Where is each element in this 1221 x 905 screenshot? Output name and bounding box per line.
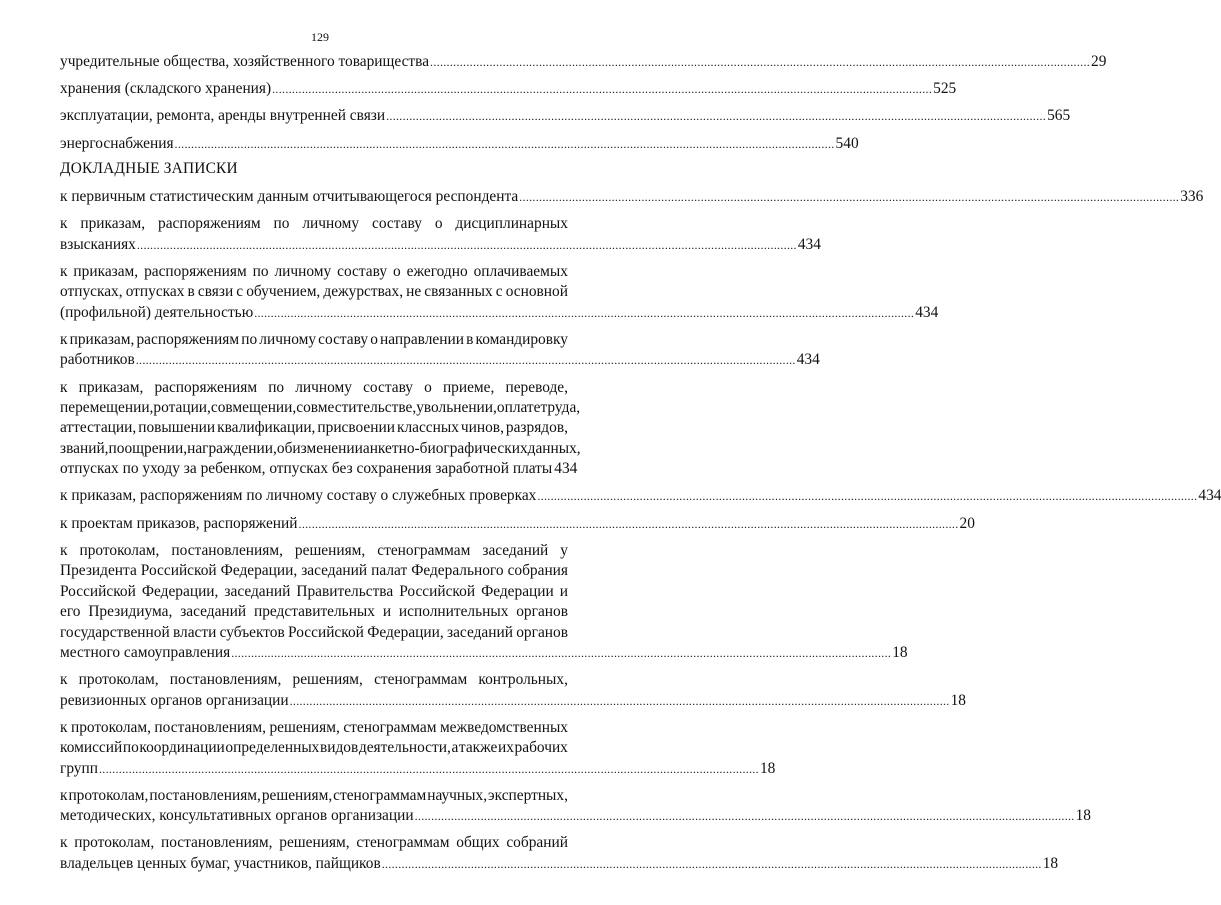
entry-text: к приказам, распоряжениям по личному составу о служебных проверках — [60, 487, 537, 505]
entry-word: стенограммам — [343, 718, 437, 736]
entry-word: личному — [274, 263, 332, 281]
entry-text: владельцев ценных бумаг, участников, пайщиков — [60, 854, 381, 872]
index-entry — [60, 79, 957, 99]
entry-word: анкетно-биографических — [362, 439, 528, 457]
index-entry — [60, 262, 939, 323]
entry-word: распоряжениям — [136, 331, 240, 349]
entry-line — [60, 718, 568, 738]
index-entry — [60, 214, 821, 255]
index-entry — [60, 330, 820, 371]
dot-leader: ........................................................................................................................................................................................................ — [136, 237, 797, 252]
entry-word: протоколам, — [70, 718, 151, 736]
entry-word: распоряжениям — [158, 215, 261, 233]
entry-word: составу — [371, 215, 422, 233]
entry-line — [60, 398, 581, 418]
entry-text: к первичным статистическим данным отчитывающегося респондента — [60, 188, 519, 206]
entry-word: заседаний — [447, 623, 513, 641]
entry-line — [60, 602, 568, 622]
entry-word: Президиума, — [88, 603, 173, 621]
entry-word: по — [273, 215, 290, 233]
page-reference: 18 — [1042, 854, 1059, 872]
entry-word: направлении — [380, 331, 464, 349]
entry-word: к — [60, 834, 68, 852]
index-entry — [60, 52, 1107, 72]
entry-word: составу — [363, 378, 414, 396]
entry-word: классных — [396, 419, 459, 437]
entry-word: личному — [295, 378, 352, 396]
entry-word: постановлениям, — [160, 834, 273, 852]
entry-word: стенограммам — [333, 786, 427, 804]
entry-line — [60, 623, 568, 643]
page-reference: 18 — [1075, 807, 1091, 825]
entry-word: личному — [302, 215, 360, 233]
index-entry — [60, 486, 1221, 506]
entry-word: приказам, — [78, 378, 144, 396]
dot-leader: ........................................................................................................................................................................................................ — [289, 693, 950, 708]
dot-leader: ........................................................................................................................................................................................................ — [254, 305, 915, 320]
page-reference: 18 — [892, 643, 908, 661]
entry-word: решениям, — [294, 541, 366, 559]
entry-word: командировку — [475, 331, 568, 349]
entry-text: к проектам приказов, распоряжений — [60, 514, 298, 532]
entry-word: к — [60, 541, 68, 559]
entry-word: протоколам, — [79, 541, 160, 559]
index-entry — [60, 670, 966, 711]
dot-leader: ........................................................................................................................................................................................................ — [298, 516, 959, 531]
entry-text: эксплуатации, ремонта, аренды внутренней связи — [60, 107, 386, 125]
entry-word: Федерации, — [367, 623, 444, 641]
index-entry — [60, 378, 581, 480]
entry-word: дисциплинарных — [455, 215, 568, 233]
entry-word: заседаний — [224, 582, 291, 600]
entry-last-line — [60, 514, 975, 534]
entry-word: основной — [505, 283, 568, 301]
entry-word: составу — [318, 331, 369, 349]
entry-word: Федерации — [481, 582, 554, 600]
entry-word: о — [393, 263, 401, 281]
entry-word: квалификации, — [217, 419, 316, 437]
entry-word: собрания — [507, 562, 568, 580]
entry-word: стенограммам — [377, 541, 471, 559]
entry-word: постановлениям, — [149, 786, 261, 804]
entry-word: субъектов — [219, 623, 285, 641]
entry-word: связи — [197, 283, 234, 301]
entry-word: званий, — [60, 439, 109, 457]
entry-word: палат — [371, 562, 408, 580]
entry-word: контрольных, — [478, 671, 568, 689]
page-reference: 525 — [933, 80, 957, 98]
entry-word: его — [60, 603, 81, 621]
page-reference: 18 — [759, 759, 776, 777]
entry-word: деятельности, — [358, 739, 451, 757]
entry-line — [60, 786, 568, 806]
entry-last-line — [60, 459, 578, 479]
entry-word: приказам, — [69, 331, 135, 349]
entry-word: аттестации, — [60, 419, 137, 437]
entry-word: награждении, — [187, 439, 277, 457]
entry-last-line — [60, 691, 966, 711]
entry-word: также — [458, 739, 498, 757]
dot-leader: ........................................................................................................................................................................................................ — [98, 761, 759, 776]
entry-last-line — [60, 235, 821, 255]
page-reference: 434 — [796, 351, 820, 369]
entry-word: труда, — [540, 399, 581, 417]
entry-line — [60, 282, 568, 302]
entry-word: решениям, — [261, 786, 333, 804]
entry-line — [60, 330, 568, 350]
entry-word: заседаний — [482, 541, 549, 559]
entry-word: распоряжениям — [144, 263, 247, 281]
entry-word: экспертных, — [488, 786, 568, 804]
entry-text: местного самоуправления — [60, 643, 231, 661]
index-entry — [60, 718, 776, 779]
entry-word: повышении — [138, 419, 216, 437]
dot-leader: ........................................................................................................................................................................................................ — [272, 82, 933, 97]
entry-last-line — [60, 106, 1071, 126]
page-reference: 434 — [915, 303, 939, 321]
index-entry — [60, 134, 859, 154]
entry-word: заседаний — [180, 603, 247, 621]
entry-word: Президента — [60, 562, 137, 580]
entry-word: к — [60, 378, 68, 396]
index-entry — [60, 541, 908, 663]
entry-word: ежегодно — [406, 263, 468, 281]
dot-leader: ........................................................................................................................................................................................................ — [381, 856, 1042, 871]
page-reference: 434 — [1198, 487, 1221, 505]
entry-word: данных, — [527, 439, 581, 457]
entry-word: заседаний — [301, 562, 368, 580]
page-reference: 434 — [554, 460, 578, 478]
entry-text: учредительные общества, хозяйственного товарищества — [60, 53, 430, 70]
index-entry — [60, 833, 1059, 874]
entry-word: приказам, — [73, 263, 139, 281]
entry-word: определенных — [225, 739, 320, 757]
entry-word: к — [60, 331, 68, 349]
entry-word: по — [252, 263, 269, 281]
entry-word: решениям, — [269, 718, 340, 736]
entry-word: ротации, — [153, 399, 211, 417]
dot-leader: ........................................................................................................................................................................................................ — [430, 55, 1091, 69]
entry-word: собраний — [506, 834, 568, 852]
entry-line — [60, 214, 568, 234]
entry-text: взысканиях — [60, 235, 136, 253]
entry-word: постановлениям, — [169, 671, 282, 689]
dot-leader: ........................................................................................................................................................................................................ — [174, 136, 835, 151]
entry-word: межведомственных — [439, 718, 568, 736]
entry-text: отпусках по уходу за ребенком, отпусках без сохранения заработной платы — [60, 460, 553, 478]
entry-word: Российской — [288, 623, 364, 641]
page-reference: 20 — [959, 514, 975, 532]
entry-word: протоколам, — [68, 786, 149, 804]
entry-word: к — [60, 671, 68, 689]
entry-word: связанных — [424, 283, 493, 301]
entry-word: перемещении, — [60, 399, 154, 417]
entry-word: переводе, — [505, 378, 568, 396]
entry-last-line — [60, 806, 1091, 826]
entry-word: Российской — [60, 582, 136, 600]
entry-line — [60, 833, 568, 853]
page-number: 129 — [311, 30, 329, 44]
entry-word: и — [382, 603, 392, 621]
entry-word: Российской — [140, 562, 217, 580]
page-reference: 434 — [797, 235, 821, 253]
entry-word: государственной — [60, 623, 170, 641]
entry-word: не — [406, 283, 422, 301]
entry-word: приказам, — [80, 215, 146, 233]
entry-word: дежурствах, — [323, 283, 404, 301]
entry-word: протоколам, — [78, 671, 159, 689]
entry-word: Правительства — [296, 582, 394, 600]
entry-word: решениям, — [292, 671, 363, 689]
entry-line — [60, 262, 568, 282]
entry-word: составу — [337, 263, 388, 281]
entry-line — [60, 439, 581, 459]
entry-word: научных, — [427, 786, 488, 804]
entry-word: и — [559, 582, 568, 600]
entry-word: общих — [456, 834, 500, 852]
page-reference: 29 — [1091, 53, 1107, 70]
entry-line — [60, 582, 568, 602]
entry-word: Федерации, — [220, 562, 298, 580]
entry-word: власти — [172, 623, 217, 641]
entry-word: рабочих — [514, 739, 568, 757]
entry-last-line — [60, 187, 1204, 207]
index-entry — [60, 106, 1071, 126]
dot-leader: ........................................................................................................................................................................................................ — [414, 809, 1075, 824]
entry-last-line — [60, 854, 1059, 874]
entry-word: о — [434, 215, 443, 233]
entry-word: по — [122, 739, 139, 757]
entry-word: изменении — [292, 439, 363, 457]
entry-word: решениям, — [279, 834, 350, 852]
entry-word: присвоении — [317, 419, 395, 437]
entry-last-line — [60, 486, 1221, 506]
entry-word: чинов, — [460, 419, 504, 437]
entry-text: работников — [60, 351, 135, 369]
entry-word: координации — [139, 739, 225, 757]
entry-word: личному — [259, 331, 317, 349]
index-entry — [60, 514, 975, 534]
dot-leader: ........................................................................................................................................................................................................ — [135, 353, 796, 368]
entry-word: органов — [516, 603, 568, 621]
entry-word: постановлениям, — [171, 541, 283, 559]
entry-word: о — [424, 378, 432, 396]
page-reference: 540 — [835, 134, 859, 152]
entry-word: обучением, — [246, 283, 321, 301]
entry-word: совмещении, — [210, 399, 297, 417]
entry-line — [60, 378, 568, 398]
page-reference: 18 — [950, 691, 966, 709]
page-reference: 336 — [1180, 188, 1204, 206]
entry-word: Российской — [399, 582, 476, 600]
entry-last-line — [60, 643, 908, 663]
entry-word: к — [60, 263, 68, 281]
entry-word: к — [60, 786, 68, 804]
dot-leader: ........................................................................................................................................................................................................ — [231, 645, 892, 660]
entry-text: методических, консультативных органов организации — [60, 807, 414, 825]
entry-last-line — [60, 759, 776, 779]
section-heading: ДОКЛАДНЫЕ ЗАПИСКИ — [60, 159, 238, 177]
entry-text: ревизионных органов организации — [60, 691, 289, 709]
entry-line — [60, 670, 568, 690]
entry-text: (профильной) деятельностью — [60, 303, 254, 321]
entry-word: стенограммам — [374, 671, 468, 689]
entry-word: представительных — [253, 603, 375, 621]
entry-word: к — [60, 718, 68, 736]
entry-word: органов — [516, 623, 568, 641]
entry-last-line — [60, 52, 1107, 72]
entry-word: с — [236, 283, 244, 301]
entry-word: Федерального — [411, 562, 504, 580]
entry-word: оплачиваемых — [473, 263, 568, 281]
entry-line — [60, 561, 568, 581]
dot-leader: ........................................................................................................................................................................................................ — [519, 190, 1180, 205]
entry-word: у — [560, 541, 568, 559]
page-reference: 565 — [1047, 107, 1071, 125]
entry-word: в — [466, 331, 474, 349]
entry-text: групп — [60, 759, 98, 777]
index-content — [60, 52, 1221, 881]
dot-leader: ........................................................................................................................................................................................................ — [537, 489, 1198, 504]
entry-word: постановлениям, — [154, 718, 266, 736]
entry-last-line — [60, 79, 957, 99]
entry-word: разрядов, — [505, 419, 568, 437]
entry-word: их — [498, 739, 514, 757]
entry-line — [60, 738, 568, 758]
entry-word: распоряжениям — [154, 378, 258, 396]
entry-last-line — [60, 303, 939, 323]
entry-word: комиссий — [60, 739, 123, 757]
entry-word: поощрении, — [108, 439, 188, 457]
entry-text: энергоснабжения — [60, 134, 174, 152]
entry-word: о — [370, 331, 378, 349]
entry-word: об — [276, 439, 293, 457]
entry-word: отпусках, — [60, 283, 123, 301]
index-entry — [60, 187, 1204, 207]
entry-word: совместительстве, — [296, 399, 417, 417]
entry-word: видов — [319, 739, 359, 757]
entry-word: к — [60, 215, 68, 233]
entry-word: оплате — [496, 399, 541, 417]
entry-word: приеме, — [442, 378, 495, 396]
entry-word: стенограммам — [356, 834, 450, 852]
entry-word: а — [451, 739, 459, 757]
entry-line — [60, 418, 568, 438]
entry-word: в — [187, 283, 195, 301]
entry-word: Федерации, — [141, 582, 219, 600]
entry-word: исполнительных — [398, 603, 509, 621]
entry-word: с — [495, 283, 503, 301]
entry-text: хранения (складского хранения) — [60, 80, 272, 98]
entry-last-line — [60, 350, 820, 370]
entry-line — [60, 541, 568, 561]
dot-leader: ........................................................................................................................................................................................................ — [386, 109, 1047, 124]
entry-word: по — [241, 331, 258, 349]
entry-word: протоколам, — [74, 834, 155, 852]
index-entry — [60, 786, 1091, 827]
entry-word: увольнении, — [416, 399, 497, 417]
entry-word: по — [268, 378, 285, 396]
entry-word: отпусках — [125, 283, 185, 301]
entry-last-line — [60, 134, 859, 154]
